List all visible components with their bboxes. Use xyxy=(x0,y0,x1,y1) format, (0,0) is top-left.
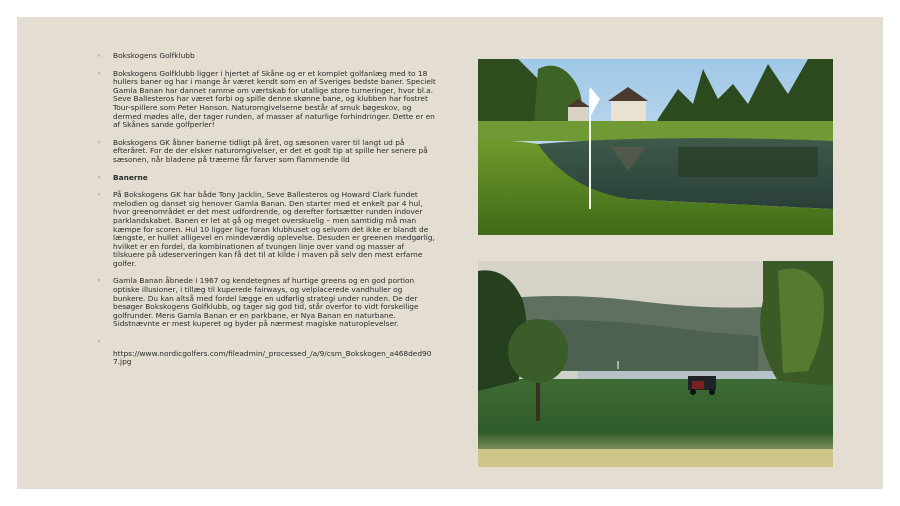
golf-clubhouse-photo xyxy=(478,59,833,235)
bullet-item xyxy=(97,350,437,367)
bullet-icon: ◦ xyxy=(97,277,102,286)
bullet-text: På Bokskogens GK har både Tony Jacklin, Seve Ballesteros og Howard Clark fundet melodien og danset sig henover Gamla Banan. Den starter med et enkelt par 4 hul, hvor greenområdet er det mest udfordrende, og derefter fortsætter runden indover parklandskabet. Banen er let at gå og meget overskuelig – men samtidig må man kæmpe for scoren. Hul 10 ligger lige foran klubhuset og selvom det ikke er blandt de længste, er hullet alligevel en mindeværdig oplevelse. Desuden er greenen medgørlig, hvilket er en fordel, da kombinationen af tvungen linje over vand og masser af tilskuere på udeserveringen kan få det til at kilde i maven på selv den mest erfarne golfer. xyxy=(113,190,435,268)
image-source-link[interactable]: https://www.nordicgolfers.com/fileadmin/_processed_/a/9/csm_Bokskogen_a468ded907.jpg xyxy=(113,348,432,367)
bullet-icon: ◦ xyxy=(97,338,102,347)
bullet-text: Bokskogens GK åbner banerne tidligt på året, og sæsonen varer til langt ud på efteråret. For de der elsker naturomgivelser, er det et godt tip at spille her senere på sæsonen, når bladene på træerne får farver som flammende ild xyxy=(113,137,428,164)
bullet-item xyxy=(97,191,437,268)
bullet-icon: ◦ xyxy=(97,138,102,147)
text-column xyxy=(97,52,437,376)
bullet-icon: ◦ xyxy=(97,52,102,60)
bullet-item xyxy=(97,139,437,165)
golf-course-lake-photo xyxy=(478,261,833,467)
bullet-icon: ◦ xyxy=(97,69,102,78)
bullet-icon: ◦ xyxy=(97,173,102,182)
bullet-text: Bokskogens Golfklubb xyxy=(113,51,195,60)
bullet-text: Bokskogens Golfklubb ligger i hjertet af Skåne og er et komplet golfanlæg med to 18 hullers baner og har i mange år været kendt som en af Sveriges bedste baner. Specielt Gamla Banan har dannet ramme om værtskab for utallige store turneringer, hvor bl.a. Seve Ballesteros har været forbi og spille denne skønne bane, og klubben har fostret Tour-spillere som Peter Hanson. Naturomgivelserne består af smuk bøgeskov, og dermed mødes alle, der tager runden, af masser af naturlige forhindringer. Dette er en af Skånes sande golfperler! xyxy=(113,68,436,130)
bullet-text-empty xyxy=(113,338,437,347)
bullet-item xyxy=(97,174,437,183)
bullet-icon: ◦ xyxy=(97,191,102,200)
bullet-item xyxy=(97,70,437,130)
bullet-text: Gamla Banan åbnede i 1967 og kendetegnes af hurtige greens og en god portion optiske illusioner, i tillæg til kuperede fairways, og velplacerede vandhuller og bunkere. Du kan altså med fordel lægge en udførlig strategi under runden. De der besøger Bokskogens Golfklubb, og tager sig god tid, står overfor to vidt forskellige golfrunder. Mens Gamla Banan er en parkbane, er Nya Banan en naturbane. Sidstnævnte er mest kuperet og byder på nærmest magiske naturoplevelser. xyxy=(113,276,419,329)
bullet-item xyxy=(97,338,437,347)
section-heading: Banerne xyxy=(113,172,148,182)
bullet-item xyxy=(97,52,437,61)
bullet-item xyxy=(97,277,437,329)
